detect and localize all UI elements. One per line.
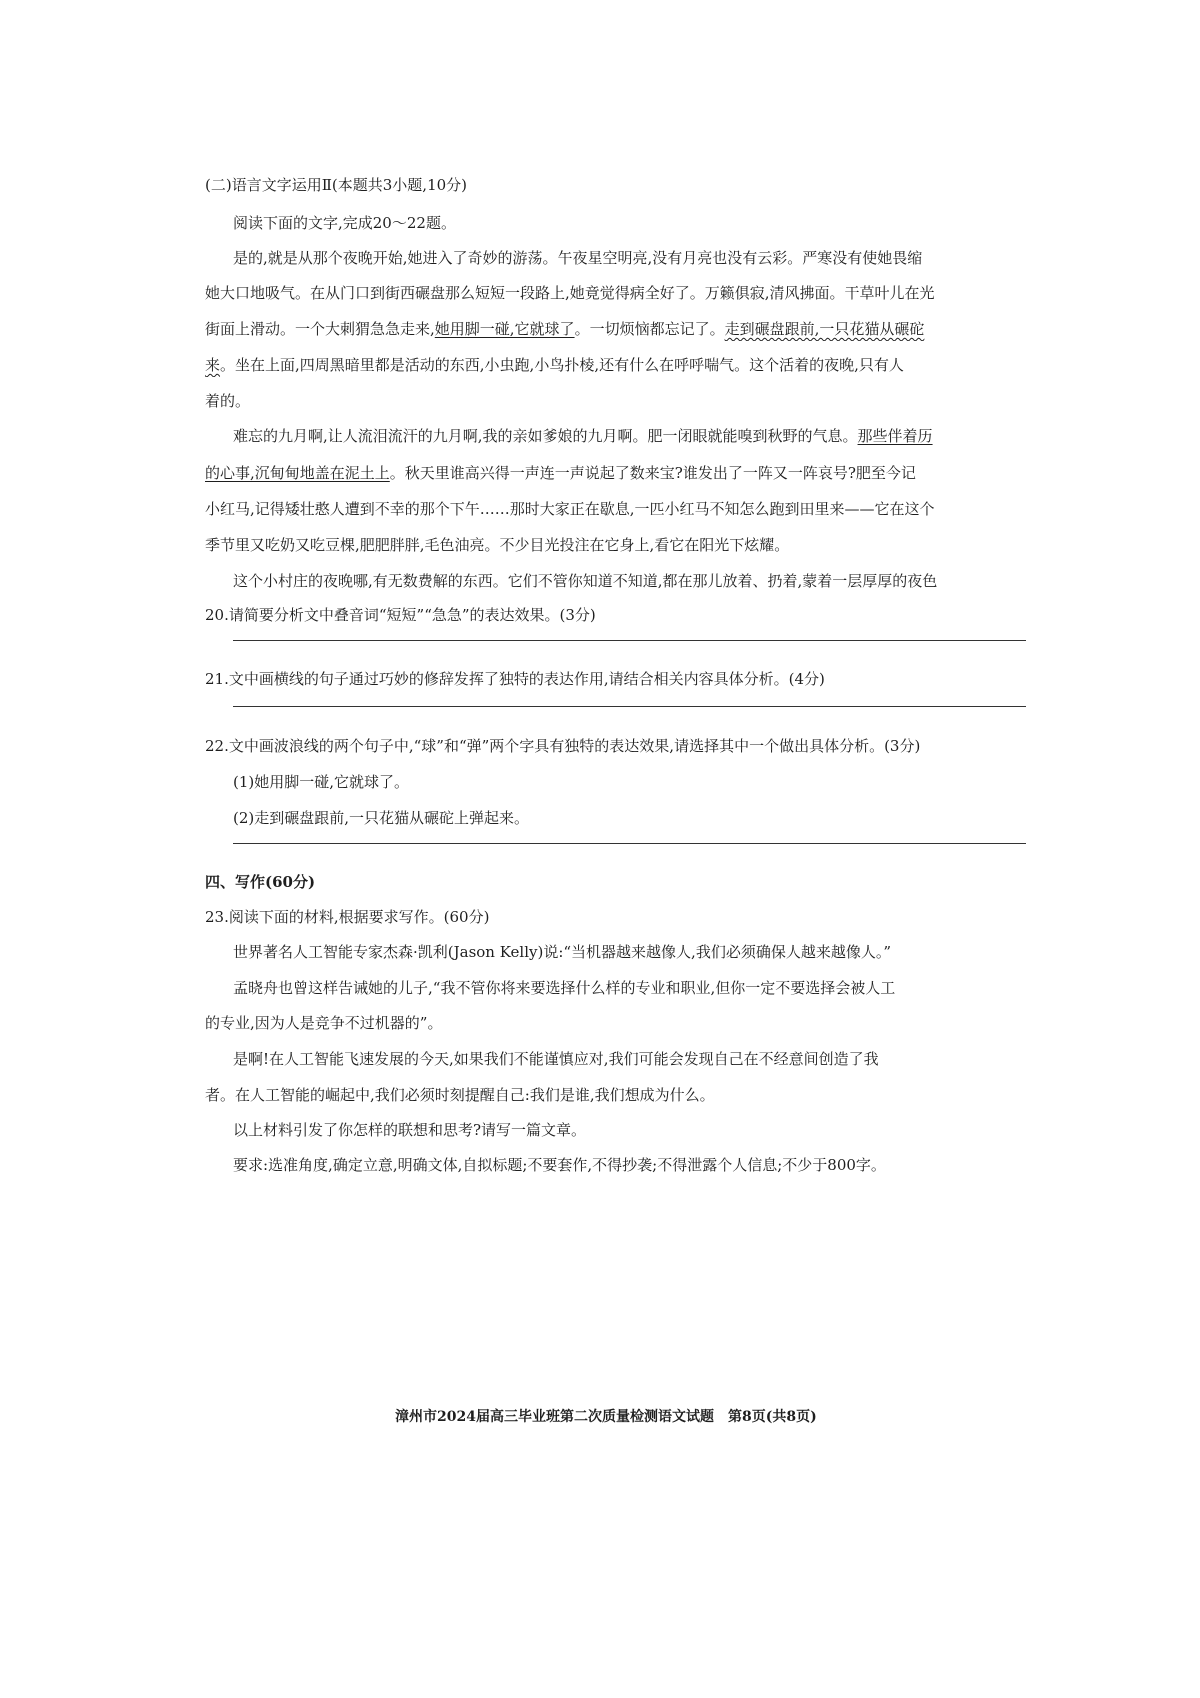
question-22: 22.文中画波浪线的两个句子中,“球”和“弹”两个字具有独特的表达效果,请选择其中一个做出具体分析。(3分)	[205, 737, 921, 755]
passage-line: 季节里又吃奶又吃豆棵,肥肥胖胖,毛色油亮。不少目光投注在它身上,看它在阳光下炫耀。	[205, 536, 790, 554]
material-line: 是啊!在人工智能飞速发展的今天,如果我们不能谨慎应对,我们可能会发现自己在不经意间创造了我	[233, 1050, 879, 1068]
question-21: 21.文中画横线的句子通过巧妙的修辞发挥了独特的表达作用,请结合相关内容具体分析。(4分)	[205, 670, 825, 688]
passage-line: 这个小村庄的夜晚哪,有无数费解的东西。它们不管你知道不知道,都在那儿放着、扔着,蒙着一层厚厚的夜色	[233, 572, 938, 590]
question-22-item-2: (2)走到碾盘跟前,一只花猫从碾砣上弹起来。	[233, 809, 530, 827]
wavy-sentence: 走到碾盘跟前,一只花猫从碾砣	[724, 320, 925, 338]
passage-line: 的心事,沉甸甸地盖在泥土上。秋天里谁高兴得一声连一声说起了数来宝?谁发出了一阵又一阵哀号?肥至今记	[205, 464, 916, 482]
material-line: 孟晓舟也曾这样告诫她的儿子,“我不管你将来要选择什么样的专业和职业,但你一定不要选择会被人工	[233, 979, 896, 997]
instruction: 阅读下面的文字,完成20～22题。	[233, 214, 456, 232]
answer-line	[233, 706, 1026, 707]
page-footer: 漳州市2024届高三毕业班第二次质量检测语文试题 第8页(共8页)	[395, 1409, 817, 1425]
question-23: 23.阅读下面的材料,根据要求写作。(60分)	[205, 908, 490, 926]
passage-line: 街面上滑动。一个大刺猬急急走来,她用脚一碰,它就球了。一切烦恼都忘记了。走到碾盘跟前,一只花猫从碾砣	[205, 320, 925, 338]
passage-line: 难忘的九月啊,让人流泪流汗的九月啊,我的亲如爹娘的九月啊。肥一闭眼就能嗅到秋野的气息。那些伴着历	[233, 427, 933, 445]
passage-line: 是的,就是从那个夜晚开始,她进入了奇妙的游荡。午夜星空明亮,没有月亮也没有云彩。严寒没有使她畏缩	[233, 249, 923, 267]
passage-line: 她大口地吸气。在从门口到街西碾盘那么短短一段路上,她竟觉得病全好了。万籁俱寂,清风拂面。干草叶儿在光	[205, 284, 935, 302]
answer-line	[233, 640, 1026, 641]
material-line: 者。在人工智能的崛起中,我们必须时刻提醒自己:我们是谁,我们想成为什么。	[205, 1086, 715, 1104]
material-line: 世界著名人工智能专家杰森·凯利(Jason Kelly)说:“当机器越来越像人,我们必须确保人越来越像人。”	[233, 943, 891, 961]
underlined-sentence: 那些伴着历	[857, 427, 933, 445]
passage-line: 着的。	[205, 392, 251, 410]
writing-prompt: 以上材料引发了你怎样的联想和思考?请写一篇文章。	[233, 1121, 587, 1139]
answer-line	[233, 843, 1026, 844]
question-22-item-1: (1)她用脚一碰,它就球了。	[233, 773, 410, 791]
section-heading: (二)语言文字运用Ⅱ(本题共3小题,10分)	[205, 176, 468, 194]
writing-heading: 四、写作(60分)	[205, 873, 316, 891]
writing-requirements: 要求:选准角度,确定立意,明确文体,自拟标题;不要套作,不得抄袭;不得泄露个人信息;不少于800字。	[233, 1156, 886, 1174]
passage-line: 小红马,记得矮壮憨人遭到不幸的那个下午……那时大家正在歇息,一匹小红马不知怎么跑到田里来——它在这个	[205, 500, 935, 518]
question-20: 20.请简要分析文中叠音词“短短”“急急”的表达效果。(3分)	[205, 606, 596, 624]
passage-line: 来。坐在上面,四周黑暗里都是活动的东西,小虫跑,小鸟扑棱,还有什么在呼呼喘气。这个活着的夜晚,只有人	[205, 356, 904, 374]
material-line: 的专业,因为人是竞争不过机器的”。	[205, 1014, 443, 1032]
underlined-sentence: 她用脚一碰,它就球了	[434, 320, 575, 338]
